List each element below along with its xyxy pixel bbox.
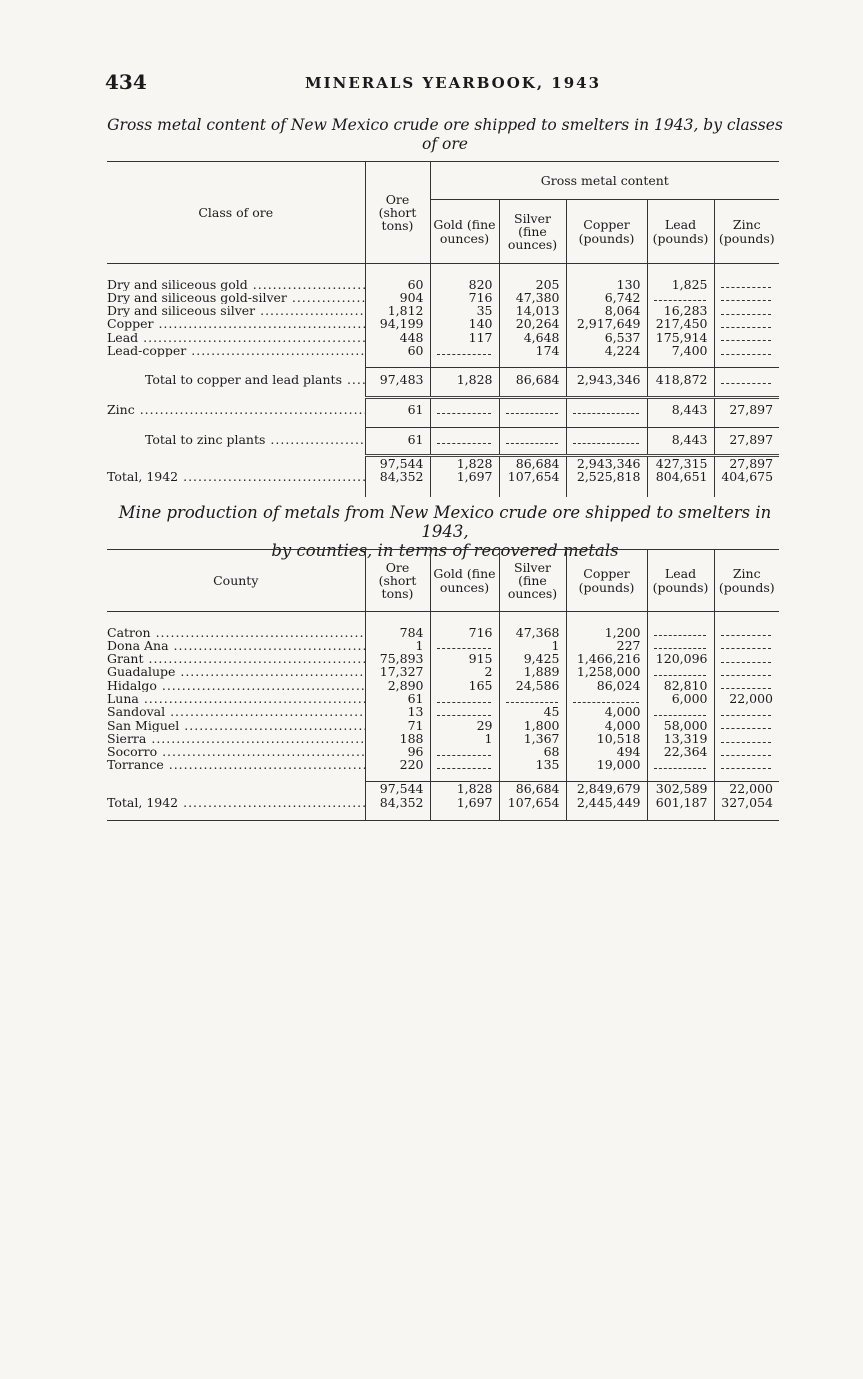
empty-dash	[654, 761, 706, 769]
cell-lead	[647, 626, 714, 639]
empty-dash	[437, 761, 491, 769]
cell-silver: 68	[499, 745, 566, 758]
cell-lead: 217,450	[647, 317, 714, 330]
cell-gold: 820	[430, 278, 499, 291]
cell-zinc	[714, 719, 779, 732]
cell-ore: 188	[365, 732, 430, 745]
cell-lead	[647, 291, 714, 304]
row-label-text: Total to copper and lead plants .....	[145, 372, 365, 387]
cell-ore: 97,544	[365, 782, 430, 796]
row-label-text: San Miguel .....	[107, 719, 365, 732]
page-number: 434	[105, 70, 147, 94]
header-class-of-ore: Class of ore	[107, 162, 365, 264]
cell-gold: 1	[430, 732, 499, 745]
empty-dash	[437, 406, 491, 414]
row-label	[107, 344, 365, 357]
cell-lead: 8,443	[647, 427, 714, 451]
cell-ore: 17,327	[365, 665, 430, 678]
cell-lead: 175,914	[647, 331, 714, 344]
empty-dash	[721, 347, 772, 355]
empty-dash	[654, 708, 706, 716]
total-zinc-row	[107, 427, 779, 451]
cell-gold: 1,828	[430, 782, 499, 796]
cell-copper	[566, 397, 647, 421]
cell-lead: 58,000	[647, 719, 714, 732]
county-row	[107, 679, 779, 692]
cell-ore: 904	[365, 291, 430, 304]
row-label-text: Socorro .....	[107, 745, 365, 758]
row-label-text: Dry and siliceous gold .....	[107, 278, 365, 291]
cell-zinc	[714, 331, 779, 344]
row-label	[107, 705, 365, 718]
cell-silver: 45	[499, 705, 566, 718]
cell-copper: 8,064	[566, 304, 647, 317]
cell-copper: 2,943,346	[566, 455, 647, 470]
ore-class-row	[107, 304, 779, 317]
cell-silver: 4,648	[499, 331, 566, 344]
row-label-text: Sierra .....	[107, 732, 365, 745]
table1-caption-line2: of ore	[422, 135, 468, 153]
cell-silver: 107,654	[499, 470, 566, 483]
row-label	[107, 639, 365, 652]
row-label-text: Total, 1942 .....	[107, 470, 365, 483]
table2-caption-line1: Mine production of metals from New Mexico crude ore shipped to smelters in 1943,	[118, 503, 772, 541]
header-ore: Ore (short tons)	[365, 550, 430, 612]
cell-zinc	[714, 705, 779, 718]
table1-caption-line1: Gross metal content of New Mexico crude ore shipped to smelters in 1943, by classes	[107, 116, 783, 134]
cell-copper: 19,000	[566, 758, 647, 771]
header-lead: Lead (pounds)	[647, 200, 714, 264]
cell-gold	[430, 745, 499, 758]
cell-lead: 8,443	[647, 397, 714, 421]
cell-copper	[566, 427, 647, 451]
row-label	[107, 679, 365, 692]
cell-copper: 86,024	[566, 679, 647, 692]
cell-silver: 20,264	[499, 317, 566, 330]
zinc-row	[107, 397, 779, 421]
cell-ore: 61	[365, 397, 430, 421]
cell-lead: 7,400	[647, 344, 714, 357]
empty-dash	[437, 436, 491, 444]
row-label-text: Dry and siliceous silver .....	[107, 304, 365, 317]
row-label	[107, 455, 365, 470]
row-label-text: Dona Ana .....	[107, 639, 365, 652]
row-label	[107, 317, 365, 330]
cell-ore: 97,544	[365, 455, 430, 470]
cell-silver: 107,654	[499, 796, 566, 809]
row-label	[107, 796, 365, 809]
cell-gold: 140	[430, 317, 499, 330]
cell-ore: 96	[365, 745, 430, 758]
cell-zinc	[714, 665, 779, 678]
cell-gold: 165	[430, 679, 499, 692]
cell-ore: 97,483	[365, 367, 430, 391]
row-label-text: Guadalupe .....	[107, 665, 365, 678]
cell-copper: 494	[566, 745, 647, 758]
empty-dash	[573, 436, 639, 444]
ore-class-row	[107, 291, 779, 304]
ore-class-row	[107, 317, 779, 330]
cell-zinc	[714, 317, 779, 330]
cell-gold	[430, 692, 499, 705]
row-label-text: Luna .....	[107, 692, 365, 705]
cell-zinc	[714, 291, 779, 304]
cell-copper: 2,525,818	[566, 470, 647, 483]
table2-caption-line2: by counties, in terms of recovered metals	[271, 541, 619, 560]
county-row	[107, 732, 779, 745]
cell-copper: 4,000	[566, 705, 647, 718]
row-label-text: Copper .....	[107, 317, 365, 330]
header-copper: Copper (pounds)	[566, 550, 647, 612]
cell-copper: 4,224	[566, 344, 647, 357]
cell-copper: 2,445,449	[566, 796, 647, 809]
total-1942-row	[107, 470, 779, 483]
cell-gold	[430, 344, 499, 357]
county-row	[107, 705, 779, 718]
cell-lead	[647, 639, 714, 652]
cell-lead: 22,364	[647, 745, 714, 758]
county-row	[107, 652, 779, 665]
table-counties	[107, 549, 779, 821]
empty-dash	[573, 695, 639, 703]
cell-ore: 71	[365, 719, 430, 732]
header-ore: Ore (short tons)	[365, 162, 430, 264]
empty-dash	[721, 681, 772, 689]
cell-silver: 86,684	[499, 367, 566, 391]
header-copper: Copper (pounds)	[566, 200, 647, 264]
cell-silver: 86,684	[499, 782, 566, 796]
cell-zinc: 404,675	[714, 470, 779, 483]
cell-lead: 13,319	[647, 732, 714, 745]
cell-lead: 1,825	[647, 278, 714, 291]
ore-class-row	[107, 278, 779, 291]
empty-dash	[506, 436, 558, 444]
header-gold: Gold (fine ounces)	[430, 550, 499, 612]
total-1942-row	[107, 796, 779, 809]
row-label	[107, 397, 365, 421]
cell-zinc: 327,054	[714, 796, 779, 809]
cell-gold: 117	[430, 331, 499, 344]
empty-dash	[654, 293, 706, 301]
cell-lead: 418,872	[647, 367, 714, 391]
cell-gold: 2	[430, 665, 499, 678]
cell-zinc: 27,897	[714, 397, 779, 421]
cell-ore: 84,352	[365, 470, 430, 483]
running-title: MINERALS YEARBOOK, 1943	[305, 74, 602, 92]
cell-silver: 135	[499, 758, 566, 771]
grand-total-row	[107, 782, 779, 796]
total-copper-lead-row	[107, 367, 779, 391]
cell-gold: 1,828	[430, 455, 499, 470]
cell-zinc	[714, 758, 779, 771]
ore-class-row	[107, 331, 779, 344]
cell-lead	[647, 758, 714, 771]
row-label-text: Lead-copper .....	[107, 344, 365, 357]
empty-dash	[721, 668, 772, 676]
cell-silver: 205	[499, 278, 566, 291]
row-label	[107, 470, 365, 483]
empty-dash	[437, 708, 491, 716]
county-row	[107, 639, 779, 652]
header-county: County	[107, 550, 365, 612]
header-zinc: Zinc (pounds)	[714, 200, 779, 264]
cell-copper: 2,849,679	[566, 782, 647, 796]
row-label	[107, 304, 365, 317]
row-label	[107, 758, 365, 771]
cell-silver	[499, 427, 566, 451]
row-label	[107, 427, 365, 451]
row-label	[107, 652, 365, 665]
cell-gold: 1,697	[430, 796, 499, 809]
cell-copper: 1,258,000	[566, 665, 647, 678]
empty-dash	[506, 695, 558, 703]
cell-silver	[499, 397, 566, 421]
row-label	[107, 367, 365, 391]
row-label-text: Zinc .....	[107, 402, 365, 417]
empty-dash	[721, 641, 772, 649]
row-label	[107, 782, 365, 796]
header-zinc: Zinc (pounds)	[714, 550, 779, 612]
row-label	[107, 665, 365, 678]
empty-dash	[437, 641, 491, 649]
row-label	[107, 291, 365, 304]
cell-silver: 14,013	[499, 304, 566, 317]
header-silver: Silver (fine ounces)	[499, 200, 566, 264]
cell-silver: 24,586	[499, 679, 566, 692]
cell-ore: 2,890	[365, 679, 430, 692]
cell-lead: 120,096	[647, 652, 714, 665]
cell-gold	[430, 427, 499, 451]
row-label	[107, 626, 365, 639]
cell-silver: 9,425	[499, 652, 566, 665]
county-row	[107, 692, 779, 705]
row-label	[107, 278, 365, 291]
cell-ore: 61	[365, 427, 430, 451]
row-label-text: Catron .....	[107, 626, 365, 639]
empty-dash	[721, 333, 772, 341]
empty-dash	[721, 748, 772, 756]
cell-lead: 16,283	[647, 304, 714, 317]
cell-ore: 1,812	[365, 304, 430, 317]
cell-silver: 47,380	[499, 291, 566, 304]
cell-gold: 716	[430, 626, 499, 639]
cell-lead: 6,000	[647, 692, 714, 705]
cell-lead	[647, 705, 714, 718]
empty-dash	[721, 320, 772, 328]
cell-copper: 6,742	[566, 291, 647, 304]
cell-zinc	[714, 367, 779, 391]
cell-lead: 82,810	[647, 679, 714, 692]
empty-dash	[437, 748, 491, 756]
cell-lead: 804,651	[647, 470, 714, 483]
cell-ore: 61	[365, 692, 430, 705]
cell-zinc	[714, 732, 779, 745]
empty-dash	[721, 708, 772, 716]
grand-total-row	[107, 455, 779, 470]
row-label	[107, 719, 365, 732]
row-label	[107, 331, 365, 344]
cell-ore: 60	[365, 344, 430, 357]
table1-caption	[105, 116, 785, 154]
cell-gold: 1,697	[430, 470, 499, 483]
cell-zinc	[714, 652, 779, 665]
empty-dash	[721, 280, 772, 288]
cell-lead: 601,187	[647, 796, 714, 809]
cell-zinc	[714, 639, 779, 652]
cell-zinc	[714, 344, 779, 357]
cell-copper: 227	[566, 639, 647, 652]
row-label-text: Lead .....	[107, 331, 365, 344]
empty-dash	[721, 655, 772, 663]
cell-gold: 915	[430, 652, 499, 665]
row-label-text: Sandoval .....	[107, 705, 365, 718]
empty-dash	[721, 307, 772, 315]
empty-dash	[573, 406, 639, 414]
empty-dash	[437, 695, 491, 703]
empty-dash	[506, 406, 558, 414]
row-label	[107, 692, 365, 705]
cell-zinc	[714, 745, 779, 758]
cell-copper: 4,000	[566, 719, 647, 732]
county-row	[107, 745, 779, 758]
cell-ore: 1	[365, 639, 430, 652]
cell-gold: 35	[430, 304, 499, 317]
header-gross-metal-content: Gross metal content	[430, 162, 779, 200]
county-row	[107, 719, 779, 732]
cell-ore: 75,893	[365, 652, 430, 665]
row-label	[107, 732, 365, 745]
cell-ore: 13	[365, 705, 430, 718]
cell-gold: 716	[430, 291, 499, 304]
cell-silver: 1,367	[499, 732, 566, 745]
empty-dash	[654, 668, 706, 676]
empty-dash	[654, 628, 706, 636]
cell-silver: 86,684	[499, 455, 566, 470]
cell-ore: 220	[365, 758, 430, 771]
page-header	[105, 70, 785, 94]
header-silver: Silver (fine ounces)	[499, 550, 566, 612]
cell-gold	[430, 397, 499, 421]
cell-zinc: 27,897	[714, 427, 779, 451]
empty-dash	[654, 641, 706, 649]
county-row	[107, 665, 779, 678]
cell-ore: 94,199	[365, 317, 430, 330]
empty-dash	[721, 761, 772, 769]
cell-copper: 6,537	[566, 331, 647, 344]
cell-silver	[499, 692, 566, 705]
row-label-text: Torrance .....	[107, 758, 365, 771]
cell-zinc: 22,000	[714, 782, 779, 796]
row-label-text: Hidalgo .....	[107, 679, 365, 692]
cell-copper: 130	[566, 278, 647, 291]
cell-gold	[430, 639, 499, 652]
cell-copper: 1,466,216	[566, 652, 647, 665]
cell-lead: 302,589	[647, 782, 714, 796]
cell-zinc	[714, 278, 779, 291]
cell-zinc	[714, 679, 779, 692]
cell-silver: 1,800	[499, 719, 566, 732]
cell-zinc: 22,000	[714, 692, 779, 705]
cell-copper: 2,917,649	[566, 317, 647, 330]
header-lead: Lead (pounds)	[647, 550, 714, 612]
cell-gold	[430, 758, 499, 771]
cell-zinc	[714, 626, 779, 639]
cell-ore: 784	[365, 626, 430, 639]
cell-lead: 427,315	[647, 455, 714, 470]
row-label	[107, 745, 365, 758]
cell-silver: 1	[499, 639, 566, 652]
cell-silver: 47,368	[499, 626, 566, 639]
empty-dash	[721, 721, 772, 729]
row-label-text: Grant .....	[107, 652, 365, 665]
empty-dash	[721, 293, 772, 301]
cell-copper: 1,200	[566, 626, 647, 639]
cell-silver: 174	[499, 344, 566, 357]
cell-ore: 84,352	[365, 796, 430, 809]
cell-gold: 1,828	[430, 367, 499, 391]
cell-gold: 29	[430, 719, 499, 732]
cell-copper	[566, 692, 647, 705]
cell-silver: 1,889	[499, 665, 566, 678]
empty-dash	[721, 735, 772, 743]
row-label-text: Dry and siliceous gold-silver .....	[107, 291, 365, 304]
row-label-text: Total to zinc plants .....	[145, 432, 365, 447]
cell-ore: 448	[365, 331, 430, 344]
table-ore-classes	[107, 161, 779, 497]
empty-dash	[721, 376, 772, 384]
cell-ore: 60	[365, 278, 430, 291]
header-gold: Gold (fine ounces)	[430, 200, 499, 264]
cell-zinc	[714, 304, 779, 317]
cell-copper: 2,943,346	[566, 367, 647, 391]
row-label-text: Total, 1942 .....	[107, 796, 365, 809]
cell-zinc: 27,897	[714, 455, 779, 470]
cell-gold	[430, 705, 499, 718]
county-row	[107, 758, 779, 771]
empty-dash	[721, 628, 772, 636]
ore-class-row	[107, 344, 779, 357]
county-row	[107, 626, 779, 639]
empty-dash	[437, 347, 491, 355]
cell-lead	[647, 665, 714, 678]
cell-copper: 10,518	[566, 732, 647, 745]
